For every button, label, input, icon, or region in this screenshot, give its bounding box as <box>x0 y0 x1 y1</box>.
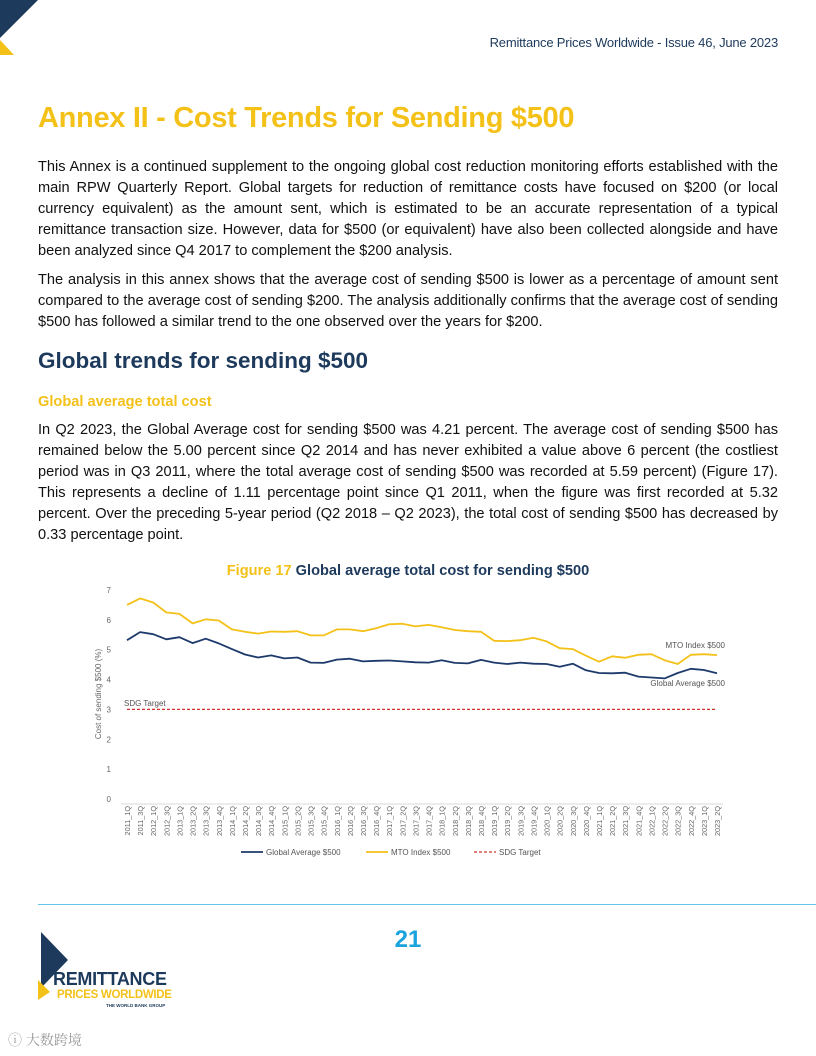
y-tick-label: 6 <box>106 615 111 625</box>
x-tick-label: 2013_4Q <box>214 806 224 837</box>
x-tick-label: 2017_4Q <box>424 806 434 837</box>
x-tick-label: 2014_2Q <box>241 806 250 837</box>
x-tick-label: 2016_4Q <box>372 806 382 837</box>
annotation-sdg-target: SDG Target <box>124 699 166 708</box>
watermark-icon: ⓘ <box>8 1032 22 1048</box>
logo-text-remittance: REMITTANCE <box>53 969 167 989</box>
y-tick-label: 4 <box>106 675 111 685</box>
x-tick-label: 2015_1Q <box>280 806 290 837</box>
y-tick-label: 2 <box>106 735 111 745</box>
x-tick-label: 2015_2Q <box>293 806 303 837</box>
legend-label: Global Average $500 <box>266 848 341 857</box>
page-number: 21 <box>394 926 422 953</box>
x-tick-label: 2021_2Q <box>608 806 618 837</box>
watermark <box>8 1030 82 1050</box>
section-paragraph: In Q2 2023, the Global Average cost for sending $500 was 4.21 percent. The average cost of sending $500 has remained below the 5.00 percent since Q2 2014 and has never exhibited a value above 6 percent (the costliest period was in Q3 2011, where the total average cost of sending $500 was recorded at 5.59 percent) (Figure 17). This represents a decline of 1.11 percentage point since Q1 2011, when the figure was first recorded at 5.32 percent. Over the preceding 5-year period (Q2 2018 – Q2 2023), the total cost of sending $500 has decreased by 0.33 percentage point. <box>38 422 778 543</box>
y-tick-label: 0 <box>106 795 111 804</box>
x-tick-label: 2019_2Q <box>503 806 513 837</box>
series-line-mto-index-500 <box>127 598 717 664</box>
x-tick-label: 2023_2Q <box>713 806 722 837</box>
series-line-global-average-500 <box>127 632 717 678</box>
x-tick-label: 2016_2Q <box>345 806 355 837</box>
logo-text-world-bank: THE WORLD BANK GROUP <box>106 1003 166 1008</box>
watermark-text: 大数跨境 <box>25 1032 82 1048</box>
annotation-mto-index: MTO Index $500 <box>665 641 725 650</box>
y-axis-title: Cost of sending $500 (%) <box>94 648 103 740</box>
section-heading: Global trends for sending $500 <box>38 348 369 373</box>
legend-label: MTO Index $500 <box>391 848 451 857</box>
x-tick-label: 2017_1Q <box>385 806 395 837</box>
x-tick-label: 2015_4Q <box>319 806 329 837</box>
figure-title: Global average total cost for sending $500 <box>295 563 590 579</box>
x-tick-label: 2021_3Q <box>621 806 631 837</box>
x-tick-label: 2013_3Q <box>201 806 211 837</box>
x-tick-label: 2011_1Q <box>123 806 132 836</box>
x-tick-label: 2013_2Q <box>188 806 198 837</box>
x-tick-label: 2020_4Q <box>581 806 591 837</box>
y-tick-label: 3 <box>106 705 111 715</box>
x-tick-label: 2017_2Q <box>398 806 408 837</box>
x-tick-label: 2020_2Q <box>555 806 565 837</box>
y-tick-label: 1 <box>106 765 111 775</box>
x-tick-label: 2019_1Q <box>490 806 500 837</box>
x-tick-label: 2016_1Q <box>332 806 342 837</box>
x-tick-label: 2018_4Q <box>477 806 486 837</box>
annex-title: Annex II - Cost Trends for Sending $500 <box>38 102 575 134</box>
legend-label: SDG Target <box>499 848 541 857</box>
x-tick-label: 2018_2Q <box>450 806 460 837</box>
x-tick-label: 2020_1Q <box>542 806 552 837</box>
x-tick-label: 2020_3Q <box>568 806 578 837</box>
x-tick-label: 2014_4Q <box>267 806 277 837</box>
x-tick-label: 2012_1Q <box>149 806 159 837</box>
intro-paragraph-1: This Annex is a continued supplement to the ongoing global cost reduction monitoring efforts established with the main RPW Quarterly Report. Global targets for reduction of remittance costs have focused on $200 (or local currency equivalent) as the amount sent, which is estimated to be an accurate representation of a typical remittance transaction size. However, data for $500 (or equivalent) have also been collected alongside and have been analyzed since Q4 2017 to complement the $200 analysis. <box>38 159 778 259</box>
footer-rule <box>38 904 816 905</box>
y-tick-label: 7 <box>106 586 111 595</box>
y-tick-label: 5 <box>106 645 111 655</box>
x-tick-label: 2021_1Q <box>595 806 604 837</box>
figure-number: Figure 17 <box>226 563 292 579</box>
x-tick-label: 2021_4Q <box>634 806 644 837</box>
annotation-global-average: Global Average $500 <box>650 679 725 688</box>
sub-heading: Global average total cost <box>38 394 212 410</box>
x-tick-label: 2018_3Q <box>463 806 473 837</box>
x-tick-label: 2014_3Q <box>254 806 264 837</box>
x-tick-label: 2018_1Q <box>437 806 447 837</box>
x-tick-label: 2022_2Q <box>660 806 670 837</box>
intro-paragraph-2: The analysis in this annex shows that the average cost of sending $500 is lower as a percentage of amount sent compared to the average cost of sending $200. The analysis additionally confirms that the average cost of sending $500 has followed a similar trend to the one observed over the years for $200. <box>38 272 778 330</box>
x-tick-label: 2019_4Q <box>529 806 539 837</box>
logo-text-prices-worldwide: PRICES WORLDWIDE <box>57 989 172 1001</box>
x-tick-label: 2017_3Q <box>411 806 421 837</box>
x-tick-label: 2011_3Q <box>136 806 146 836</box>
x-tick-label: 2013_1Q <box>175 806 185 837</box>
x-tick-label: 2019_3Q <box>516 806 526 837</box>
x-tick-label: 2023_1Q <box>699 806 709 837</box>
x-tick-label: 2015_3Q <box>306 806 316 837</box>
x-tick-label: 2022_4Q <box>686 806 696 837</box>
x-tick-label: 2022_1Q <box>647 806 657 837</box>
x-tick-label: 2014_1Q <box>227 806 237 837</box>
x-tick-label: 2016_3Q <box>359 806 368 837</box>
x-tick-label: 2012_3Q <box>162 806 172 837</box>
x-tick-label: 2022_3Q <box>673 806 683 837</box>
running-header: Remittance Prices Worldwide - Issue 46, June 2023 <box>489 35 778 50</box>
